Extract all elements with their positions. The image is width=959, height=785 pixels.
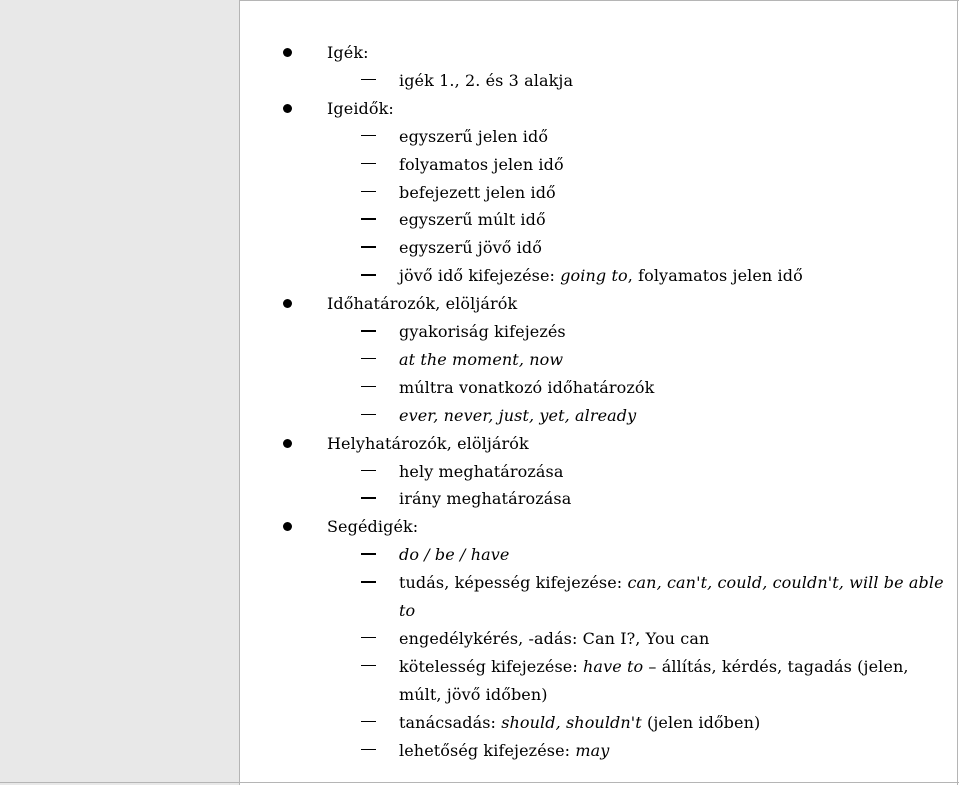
italic-segment: have to <box>583 656 644 676</box>
dash-icon <box>361 386 376 388</box>
text-segment: , folyamatos jelen idő <box>627 266 803 286</box>
dash-icon <box>361 637 376 639</box>
item-text <box>399 318 566 346</box>
item-text <box>399 67 573 95</box>
item-text <box>327 513 418 541</box>
dash-icon <box>361 665 376 667</box>
dash-icon <box>361 497 376 499</box>
list-item <box>0 656 959 704</box>
item-text <box>399 374 654 402</box>
text-segment: egyszerű jövő idő <box>399 238 542 258</box>
text-segment: irány meghatározása <box>399 489 572 509</box>
text-segment: gyakoriság kifejezés <box>399 322 566 341</box>
text-segment: egyszerű múlt idő <box>399 210 546 230</box>
item-text <box>399 709 760 737</box>
bullet-icon <box>283 299 292 308</box>
dash-icon <box>361 274 376 276</box>
item-text <box>399 151 564 179</box>
text-segment: Időhatározók, elöljárók <box>327 294 518 314</box>
text-segment: kötelesség kifejezése: <box>399 656 584 676</box>
text-segment: tanácsadás: <box>399 712 502 732</box>
dash-icon <box>361 581 376 583</box>
text-segment: egyszerű jelen idő <box>399 126 549 146</box>
text-segment: lehetőség kifejezése: <box>399 740 576 760</box>
text-segment: Helyhatározók, elöljárók <box>327 433 529 453</box>
item-text <box>399 458 564 486</box>
bullet-icon <box>283 48 292 57</box>
dash-icon <box>361 218 376 220</box>
list-item <box>0 490 959 518</box>
list-item <box>0 742 959 770</box>
italic-segment: can, can't, could, couldn't, will be able to <box>399 573 944 621</box>
dash-icon <box>361 749 376 751</box>
text-segment: jövő idő kifejezése: <box>399 266 561 286</box>
item-text <box>399 346 563 374</box>
item-text <box>327 95 394 123</box>
dash-icon <box>361 721 376 723</box>
item-text <box>399 485 571 513</box>
text-segment: igék 1., 2. és 3 alakja <box>399 70 574 90</box>
text-segment: tudás, képesség kifejezése: <box>399 573 628 593</box>
dash-icon <box>361 553 376 555</box>
item-text <box>399 737 609 765</box>
dash-icon <box>361 358 376 360</box>
dash-icon <box>361 163 376 165</box>
italic-segment: do / be / have <box>399 545 510 565</box>
item-text <box>327 290 517 318</box>
item-text <box>399 206 546 234</box>
italic-segment: going to <box>560 266 628 286</box>
item-text <box>327 39 369 67</box>
item-text <box>399 653 944 709</box>
text-segment: múltra vonatkozó időhatározók <box>399 377 655 397</box>
text-segment: Igék: <box>327 43 369 62</box>
text-segment: hely meghatározása <box>399 461 564 481</box>
item-text <box>399 402 636 430</box>
text-segment: befejezett jelen idő <box>399 182 556 202</box>
bullet-icon <box>283 104 292 113</box>
bullet-icon <box>283 439 292 448</box>
italic-segment: at the moment, now <box>399 349 564 369</box>
text-segment: Igeidők: <box>327 98 394 118</box>
item-text <box>399 234 542 262</box>
item-text <box>399 541 509 569</box>
dash-icon <box>361 414 376 416</box>
text-segment: – állítás, kérdés, tagadás (jelen, múlt, jövő időben) <box>399 656 909 704</box>
item-text <box>399 262 803 290</box>
list-item <box>0 573 959 621</box>
list-item <box>0 72 959 100</box>
text-segment: Segédigék: <box>327 517 419 537</box>
text-segment: folyamatos jelen idő <box>399 154 564 174</box>
item-text <box>399 179 556 207</box>
dash-icon <box>361 79 376 81</box>
text-segment: engedélykérés, -adás: Can I?, You can <box>399 628 710 648</box>
italic-segment: should, shouldn't <box>501 712 642 732</box>
dash-icon <box>361 246 376 248</box>
dash-icon <box>361 330 376 332</box>
italic-segment: ever, never, just, yet, already <box>399 405 637 425</box>
dash-icon <box>361 470 376 472</box>
dash-icon <box>361 135 376 137</box>
dash-icon <box>361 191 376 193</box>
item-text <box>399 569 944 625</box>
item-text <box>399 625 709 653</box>
italic-segment: may <box>575 740 610 760</box>
bullet-icon <box>283 522 292 531</box>
item-text <box>399 123 548 151</box>
text-segment: (jelen időben) <box>641 712 761 732</box>
item-text <box>327 430 529 458</box>
